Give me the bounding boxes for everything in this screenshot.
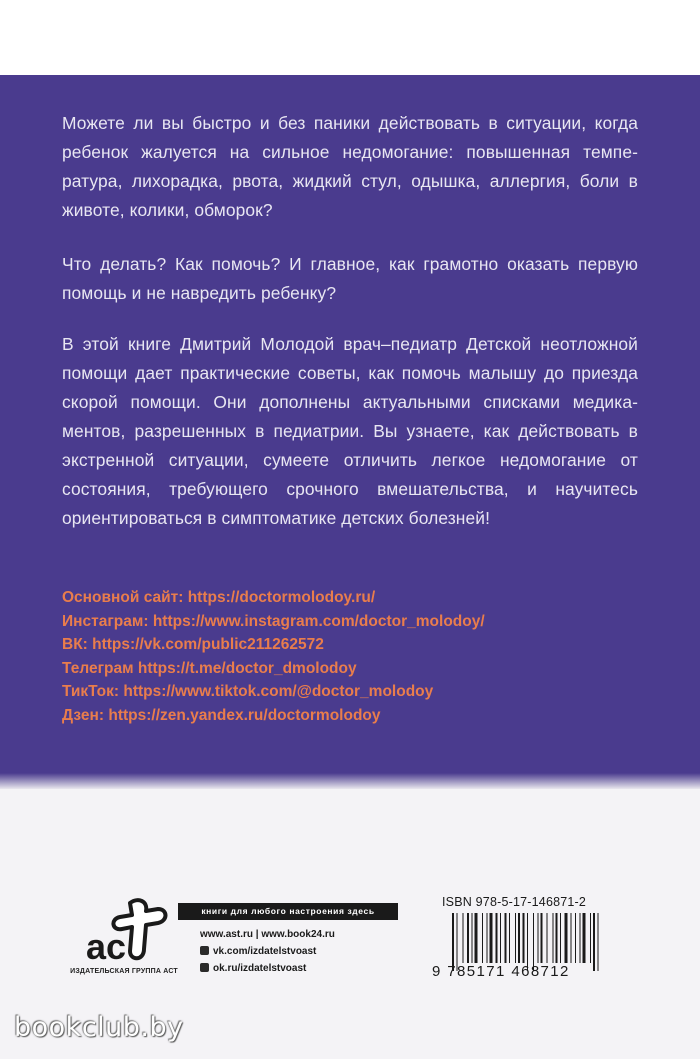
barcode-bar	[467, 913, 469, 963]
barcode-bar	[463, 913, 464, 963]
description-paragraph-3: В этой книге Дмитрий Молодой врач–педиатр Детской неотложной помощи дает практические советы, как помочь малышу до приезда скорой помощи. Они дополнены актуальными списками медика-ментов, разрешенных в педиатрии. Вы узнаете, как действовать в экстренной ситуации, сумеете отличить легкое недомогание от состояния, требующего срочного вмешательства, и научитесь ориентироваться в симптоматике детских болезней!	[62, 334, 638, 528]
ast-logo	[78, 897, 168, 967]
barcode-bar	[590, 913, 591, 963]
watermark: bookclub.by	[14, 1012, 184, 1043]
description-paragraph-2: Что делать? Как помочь? И главное, как грамотно оказать первую помощь и не навредить ребенку?	[62, 254, 638, 303]
barcode-bar	[482, 913, 483, 963]
barcode-bar	[523, 913, 525, 963]
link-main-site[interactable]: Основной сайт: https://doctormolodoy.ru/	[62, 589, 376, 606]
barcode-bar	[538, 913, 539, 963]
barcode-bar	[547, 913, 548, 963]
publisher-caption: ИЗДАТЕЛЬСКАЯ ГРУППА АСТ	[70, 968, 178, 975]
barcode-digits: 9 785171 468712	[432, 963, 570, 980]
description-paragraph-1: Можете ли вы быстро и без паники действовать в ситуации, когда ребенок жалуется на сильное недомогание: повышенная темпе-ратура, лихорадка, рвота, жидкий стул, одышка, аллергия, боли в животе, колики, обморок?	[62, 113, 638, 220]
barcode-bar	[487, 913, 488, 963]
logo-text: ac	[86, 926, 127, 967]
barcode-bar	[518, 913, 520, 963]
link-telegram[interactable]: Телеграм https://t.me/doctor_dmolodoy	[62, 659, 357, 677]
publisher-sites[interactable]: www.ast.ru | www.book24.ru	[200, 929, 335, 940]
barcode-bar	[553, 913, 554, 963]
panel-edge	[0, 773, 700, 789]
barcode-bar	[515, 913, 516, 963]
barcode-bar	[560, 913, 561, 963]
barcode-bar	[496, 913, 498, 963]
barcode-bar	[580, 913, 581, 963]
barcode-bar	[490, 913, 493, 963]
barcode-bar	[472, 913, 473, 963]
barcode-bar	[505, 913, 507, 963]
publisher-vk-row[interactable]	[200, 943, 335, 960]
link-vk[interactable]: ВК: https://vk.com/public211262572	[62, 636, 324, 654]
barcode-bar	[575, 913, 576, 963]
link-instagram[interactable]: Инстаграм: https://www.instagram.com/doctor_molodoy/	[62, 612, 485, 630]
barcode-bar	[571, 913, 572, 963]
barcode-bar	[583, 913, 586, 963]
top-margin	[0, 0, 700, 75]
link-tiktok[interactable]: ТикТок: https://www.tiktok.com/@doctor_molodoy	[62, 683, 434, 701]
publisher-ok-row[interactable]	[200, 960, 335, 977]
barcode-bar	[475, 913, 478, 963]
isbn-label: ISBN 978-5-17-146871-2	[442, 895, 587, 909]
barcode-bar	[541, 913, 543, 963]
barcode-bar	[565, 913, 568, 963]
barcode-bar	[500, 913, 501, 963]
publisher-links	[200, 926, 335, 977]
ok-icon	[200, 963, 209, 972]
link-dzen[interactable]: Дзен: https://zen.yandex.ru/doctormolodoy	[62, 706, 381, 724]
publisher-vk: vk.com/izdatelstvoast	[213, 946, 317, 957]
barcode-bar	[556, 913, 558, 963]
publisher-slogan: книги для любого настроения здесь	[178, 903, 398, 920]
vk-icon	[200, 946, 209, 955]
author-links	[62, 586, 662, 728]
publisher-ok: ok.ru/izdatelstvoast	[213, 963, 307, 974]
barcode-bar	[509, 913, 510, 963]
